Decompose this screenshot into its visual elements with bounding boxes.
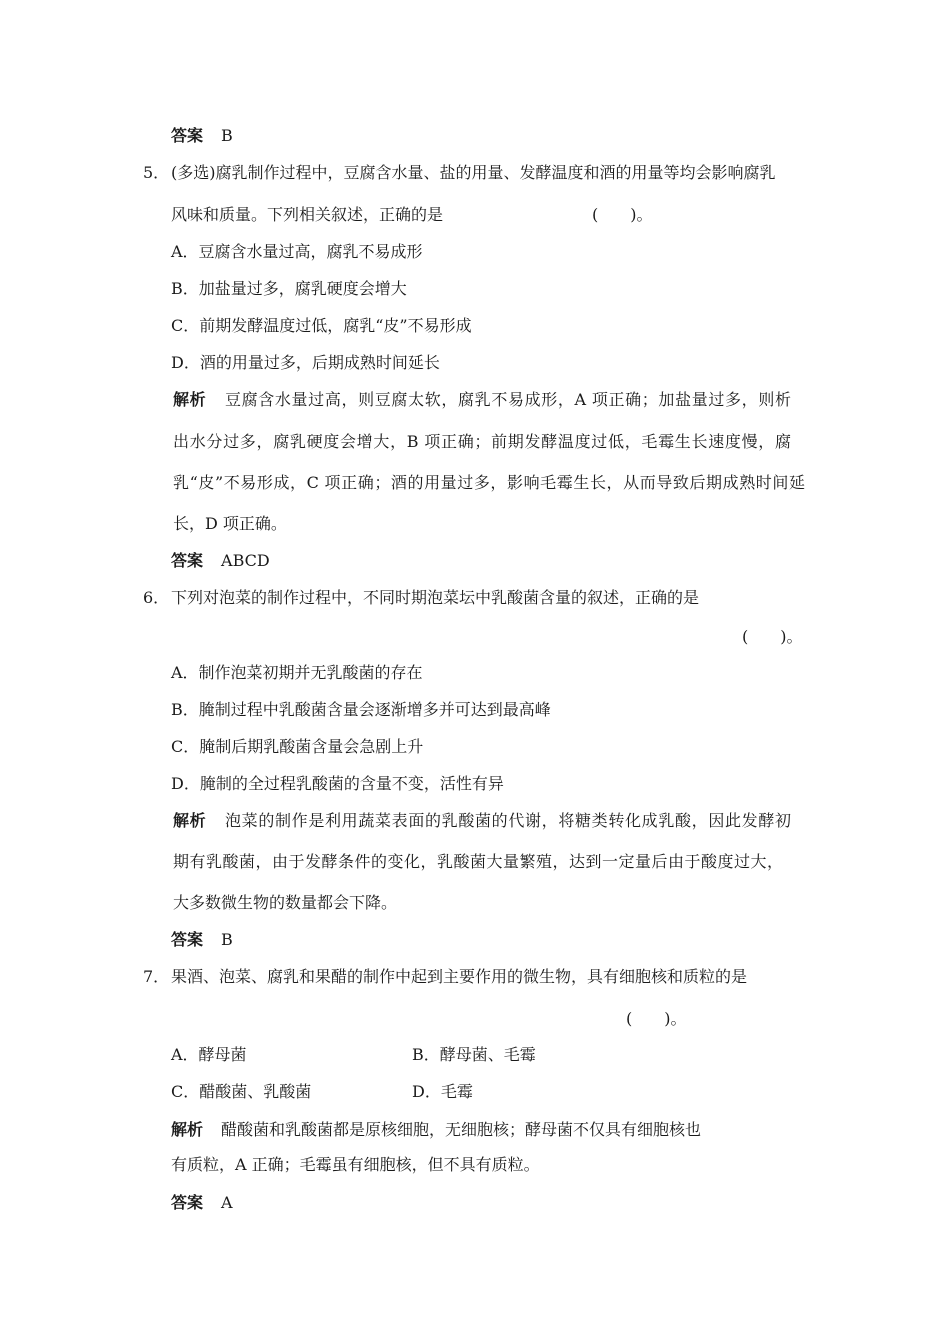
analysis-label: 解析 [171,1120,204,1139]
q6-stem-line1: 下列对泡菜的制作过程中，不同时期泡菜坛中乳酸菌含量的叙述，正确的是 [171,588,700,607]
answer-label: 答案 [171,551,204,570]
q7-analysis-line2: 有质粒，A 正确；毛霉虽有细胞核，但不具有质粒。 [171,1155,540,1174]
answer-label: 答案 [171,126,204,145]
analysis-label: 解析 [173,390,207,409]
q6-number: 6． [143,588,170,607]
q5-stem-line1: (多选)腐乳制作过程中，豆腐含水量、盐的用量、发酵温度和酒的用量等均会影响腐乳 [171,163,776,182]
q7-option-d: D．毛霉 [412,1082,473,1101]
q7-stem-line1: 果酒、泡菜、腐乳和果醋的制作中起到主要作用的微生物，具有细胞核和质粒的是 [171,967,748,986]
answer-value: B [221,126,233,145]
q7-analysis-line1: 解析 醋酸菌和乳酸菌都是原核细胞，无细胞核；酵母菌不仅具有细胞核也 [171,1120,702,1139]
q7-answer-paren: ( )。 [626,1009,687,1028]
q5-analysis-line1: 解析 豆腐含水量过高，则豆腐太软，腐乳不易成形，A 项正确；加盐量过多，则析 [173,390,791,409]
q6-option-c: C．腌制后期乳酸菌含量会急剧上升 [171,737,424,756]
q7-option-a: A．酵母菌 [171,1045,247,1064]
q5-analysis-line4: 长，D 项正确。 [173,514,287,533]
q7-option-c: C．醋酸菌、乳酸菌 [171,1082,312,1101]
answer-label: 答案 [171,930,204,949]
q6-answer-paren: ( )。 [742,627,803,646]
q5-option-b: B．加盐量过多，腐乳硬度会增大 [171,279,407,298]
q6-option-b: B．腌制过程中乳酸菌含量会逐渐增多并可达到最高峰 [171,700,551,719]
q5-analysis-line3: 乳“皮”不易形成，C 项正确；酒的用量过多，影响毛霉生长，从而导致后期成熟时间延 [173,473,805,492]
q5-option-c: C．前期发酵温度过低，腐乳“皮”不易形成 [171,316,472,335]
q5-answer-paren: ( )。 [592,205,653,224]
q7-answer [171,1193,233,1213]
q5-option-d: D．酒的用量过多，后期成熟时间延长 [171,353,440,372]
q4-answer [171,126,233,146]
answer-value: B [221,930,233,949]
q5-option-a: A．豆腐含水量过高，腐乳不易成形 [171,242,423,261]
q6-option-a: A．制作泡菜初期并无乳酸菌的存在 [171,663,423,682]
q5-stem-line2: 风味和质量。下列相关叙述，正确的是 [171,205,444,224]
q5-analysis-line2: 出水分过多，腐乳硬度会增大，B 项正确；前期发酵温度过低，毛霉生长速度慢，腐 [173,432,791,451]
answer-value: A [221,1193,233,1212]
answer-value: ABCD [221,551,270,570]
q7-number: 7． [143,967,170,986]
answer-label: 答案 [171,1193,204,1212]
q6-analysis-line1: 解析 泡菜的制作是利用蔬菜表面的乳酸菌的代谢，将糖类转化成乳酸，因此发酵初 [173,811,791,830]
q5-answer [171,551,270,571]
q6-analysis-line2: 期有乳酸菌，由于发酵条件的变化，乳酸菌大量繁殖，达到一定量后由于酸度过大， [173,852,783,871]
q6-analysis-line3: 大多数微生物的数量都会下降。 [173,893,398,912]
q5-number: 5． [143,163,170,182]
analysis-label: 解析 [173,811,207,830]
q6-answer [171,930,233,950]
q7-option-b: B．酵母菌、毛霉 [412,1045,536,1064]
q6-option-d: D．腌制的全过程乳酸菌的含量不变，活性有异 [171,774,504,793]
